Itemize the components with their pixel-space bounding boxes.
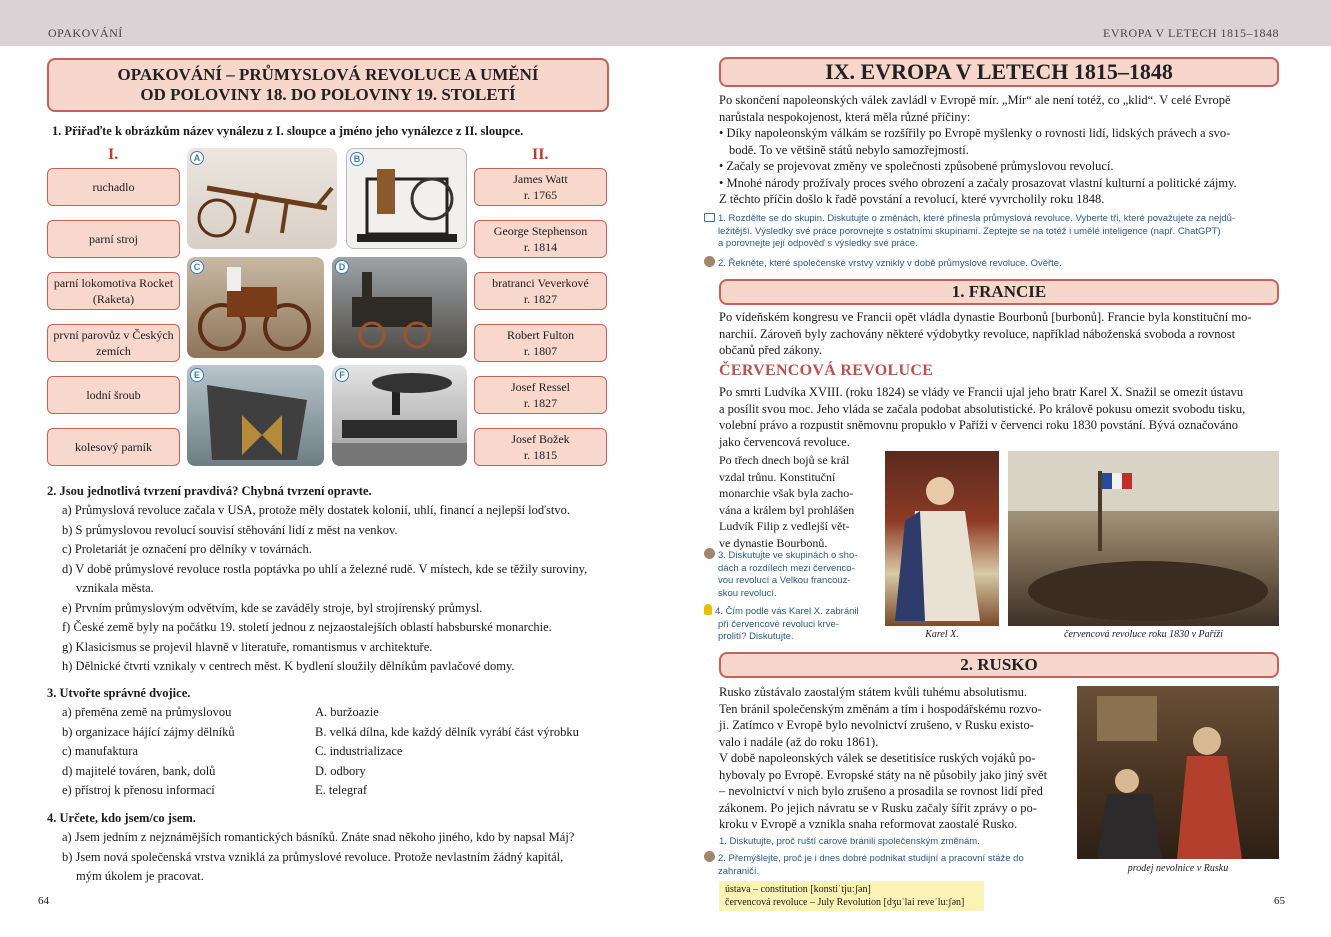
france-heading-box (719, 279, 1279, 305)
task-2: 2. Řekněte, které společenské vrstvy vznikly v době průmyslové revoluce. Ověřte. (704, 256, 1284, 271)
caption-revolution: červencová revoluce roku 1830 v Paříži (1064, 629, 1223, 640)
painting-serf-sale (1077, 686, 1279, 859)
pair-right: D. odbory (315, 763, 366, 778)
pair-left: a) přeměna země na průmyslovou (62, 705, 232, 719)
inventor-item[interactable]: Josef Božek r. 1815 (474, 428, 607, 466)
task-1: 1. Rozdělte se do skupin. Diskutujte o změnách, které přinesla průmyslová revoluce. Vyberte tři, které považujete za nejdů- ležitější. Výsledky své práce porovnejte s ostatními skupinami. Zeptejte se na totéž i umělé inteligence (např. ChatGPT) a porovnejte její odpověď s výsledky své práce. (704, 213, 1284, 251)
riddle-continuation: mým úkolem je pracovat. (76, 869, 204, 883)
pair-left: b) organizace hájící zájmy dělníků (62, 724, 235, 739)
statement: b) S průmyslovou revolucí souvisí stěhování lidí z měst na venkov. (62, 522, 398, 537)
picture-propeller (187, 365, 324, 466)
serf-sale-drawing (1077, 686, 1279, 859)
header-left: OPAKOVÁNÍ (48, 26, 123, 40)
steam-engine-drawing (347, 149, 467, 249)
invention-item[interactable]: ruchadlo (47, 168, 180, 206)
discussion-icon (704, 548, 715, 559)
russia-heading-box (719, 652, 1279, 678)
propeller-drawing (187, 365, 324, 466)
portrait-drawing (885, 451, 999, 626)
picture-locomotive (332, 257, 467, 358)
page-number-left: 64 (38, 895, 49, 907)
lightbulb-icon (704, 604, 712, 615)
invention-item[interactable]: lodní šroub (47, 376, 180, 414)
invention-item[interactable]: kolesový parník (47, 428, 180, 466)
pair-left: c) manufaktura (62, 744, 139, 758)
pair-left: e) přístroj k přenosu informací (62, 783, 215, 797)
picture-steam-engine (346, 148, 467, 249)
riddle: a) Jsem jedním z nejznámějších romantických básníků. Znáte snad někoho jiného, kdo by napsal Máj? (62, 830, 575, 844)
statement: d) V době průmyslové revoluce rostla poptávka po uhlí a železné rudě. V místech, kde se těžily suroviny, (62, 561, 588, 576)
riddle: b) Jsem nová společenská vrstva vzniklá za průmyslové revoluce. Protože nevlastním žádný kapitál, (62, 849, 564, 864)
task-6: 2. Přemýšlejte, proč je i dnes dobré podnikat studijní a pracovní stáže do zahraničí. (704, 851, 1069, 878)
right-title-box (719, 57, 1279, 87)
column-1-heading: I. (108, 146, 119, 163)
inventor-item[interactable]: Josef Ressel r. 1827 (474, 376, 607, 414)
question-3: 3. Utvořte správné dvojice. (47, 686, 191, 700)
plough-drawing (187, 148, 337, 249)
chapter-title: IX. EVROPA V LETECH 1815–1848 (825, 59, 1173, 84)
header-band (0, 0, 1331, 46)
discussion-icon (704, 851, 715, 862)
pair-right: C. industrializace (315, 744, 403, 758)
question-1: 1. Přiřaďte k obrázkům název vynálezu z I. sloupce a jméno jeho vynálezce z II. sloupce. (52, 124, 524, 138)
locomotive-drawing (332, 257, 467, 358)
glossary-entry: ústava – constitution [konstiˈtjuːʃən] (725, 884, 871, 895)
picture-label: E (190, 368, 204, 382)
caption-serf: prodej nevolnice v Rusku (1127, 863, 1229, 874)
page-number-right: 65 (1274, 895, 1285, 907)
pair-right: E. telegraf (315, 783, 368, 797)
left-title-line1: OPAKOVÁNÍ – PRŮMYSLOVÁ REVOLUCE A UMĚNÍ (117, 65, 539, 84)
picture-plough (187, 148, 337, 249)
france-heading: 1. FRANCIE (951, 282, 1047, 301)
july-revolution-heading: ČERVENCOVÁ REVOLUCE (719, 362, 934, 379)
intro-text: Po skončení napoleonských válek zavládl v Evropě mír. „Mír“ ale není totéž, co „klid“. V celé Evropě narůstala nespokojenost, která měla různé příčiny: • Díky napoleonským válkám se rozšířily po Evropě myšlenky o rovnosti lidí, lidských právech a svo- bodě. To ve většině států nebylo samozřejmostí. • Začaly se projevovat změny ve společnosti způsobené průmyslovou revolucí. • Mnohé národy prožívaly proces svého obrození a začaly prosazovat vlastní kulturní a politické zájmy. Z těchto příčin došlo k řadě povstání a revolucí, které vyvrcholily roku 1848. (719, 93, 1237, 206)
portrait-karel-x (885, 451, 999, 626)
question-4-list (62, 828, 622, 887)
steam-carriage-drawing (187, 257, 324, 358)
left-title-line2: OD POLOVINY 18. DO POLOVINY 19. STOLETÍ (140, 85, 516, 104)
statement: f) České země byly na počátku 19. století jednou z nejzaostalejších oblastí habsburské monarchie. (62, 620, 552, 634)
invention-item[interactable]: parní lokomotiva Rocket (Raketa) (47, 272, 180, 310)
statement-continuation: vznikala města. (76, 581, 154, 595)
picture-label: C (190, 260, 204, 274)
discussion-icon (704, 256, 715, 267)
statement: a) Průmyslová revoluce začala v USA, protože měly dostatek kolonií, uhlí, financí a nejlepší loďstvo. (62, 503, 570, 517)
question-4: 4. Určete, kdo jsem/co jsem. (47, 811, 196, 825)
question-2-list (62, 501, 622, 677)
inventor-item[interactable]: James Watt r. 1765 (474, 168, 607, 206)
invention-item[interactable]: parní stroj (47, 220, 180, 258)
picture-label: A (190, 151, 204, 165)
statement: h) Dělnické čtvrti vznikaly v centrech měst. K bydlení sloužily dělníkům pavlačové domy. (62, 659, 515, 673)
task-4: 4. Čím podle vás Karel X. zabránil při červencové revoluci krve- prolití? Diskutujte. (704, 604, 879, 644)
invention-item[interactable]: první parovůz v Českých zemích (47, 324, 180, 362)
task-3: 3. Diskutujte ve skupinách o sho- dách a rozdílech mezi červenco- vou revolucí a Velkou francouz- skou revolucí. (704, 548, 879, 600)
picture-paddle-steamer (332, 365, 467, 466)
inventor-item[interactable]: George Stephenson r. 1814 (474, 220, 607, 258)
revolution-drawing (1008, 451, 1279, 626)
pair-right: A. buržoazie (315, 705, 379, 719)
column-2-heading: II. (532, 146, 549, 163)
glossary-box (719, 881, 984, 911)
pair-right: B. velká dílna, kde každý dělník vyrábí část výrobku (315, 724, 579, 739)
inventor-item[interactable]: Robert Fulton r. 1807 (474, 324, 607, 362)
question-3-right (315, 703, 615, 801)
header-right: EVROPA V LETECH 1815–1848 (1103, 26, 1279, 40)
computer-icon (704, 213, 715, 222)
glossary-entry: červencová revoluce – July Revolution [dʒuˈlai reveˈluːʃən] (725, 897, 965, 908)
left-title-box (47, 58, 609, 112)
painting-july-revolution (1008, 451, 1279, 626)
picture-label: B (350, 152, 364, 166)
july-revolution-text: Po smrti Ludvíka XVIII. (roku 1824) se vlády ve Francii ujal jeho bratr Karel X. Snažil se omezit ústavu a posílit svou moc. Jeho vláda se začala podobat absolutistické. Po králově pokusu omezit svobodu tisku, volební právo a rozpustit sněmovnu propuklo v Paříži v červenci roku 1830 povstání. Bývá označováno jako červencová revoluce. (719, 385, 1246, 449)
task-5: 1. Diskutujte, proč ruští carové bránili společenským změnám. (719, 836, 980, 847)
picture-label: D (335, 260, 349, 274)
paddle-steamer-drawing (332, 365, 467, 466)
statement: g) Klasicismus se projevil hlavně v literatuře, romantismus v architektuře. (62, 639, 433, 654)
france-text: Po vídeňském kongresu ve Francii opět vládla dynastie Bourbonů [burbonů]. Francie byla konstituční mo- narchií. Zároveň byly zachovány některé výdobytky revoluce, například náboženská svoboda a rovnost občanů před zákony. (719, 310, 1252, 357)
picture-steam-carriage (187, 257, 324, 358)
picture-label: F (335, 368, 349, 382)
statement: e) Prvním průmyslovým odvětvím, kde se zaváděly stroje, byl strojírenský průmysl. (62, 600, 483, 615)
pair-left: d) majitelé továren, bank, dolů (62, 763, 216, 778)
caption-karel: Karel X. (925, 629, 959, 640)
inventor-item[interactable]: bratranci Veverkové r. 1827 (474, 272, 607, 310)
july-side-text: Po třech dnech bojů se král vzdal trůnu. Konstituční monarchie však byla zacho- vána a králem byl prohlášen Ludvík Filip z vedlejší vět- ve dynastie Bourbonů. (719, 453, 855, 550)
question-3-left (62, 703, 312, 801)
russia-heading: 2. RUSKO (960, 655, 1038, 674)
russia-text: Rusko zůstávalo zaostalým státem kvůli tuhému absolutismu. Ten bránil společenským změnám a tím i hospodářskému rozvo- ji. Zatímco v Evropě bylo nevolnictví zrušeno, v Rusku existo- valo i nadále (až do roku 1861). V době napoleonských válek se desetitisíce ruských vojáků po- hybovaly po Evropě. Evropské státy na ně působily jako jiný svět – nevolnictví v nich bylo zrušeno a prosadila se rovnost lidí před zákonem. Po jejich návratu se v Rusku začaly šířit zprávy o po- kroku v Evropě a vznikla snaha reformovat zaostalé Rusko. (719, 685, 1048, 831)
question-2: 2. Jsou jednotlivá tvrzení pravdivá? Chybná tvrzení opravte. (47, 484, 372, 498)
statement: c) Proletariát je označení pro dělníky v továrnách. (62, 542, 312, 556)
